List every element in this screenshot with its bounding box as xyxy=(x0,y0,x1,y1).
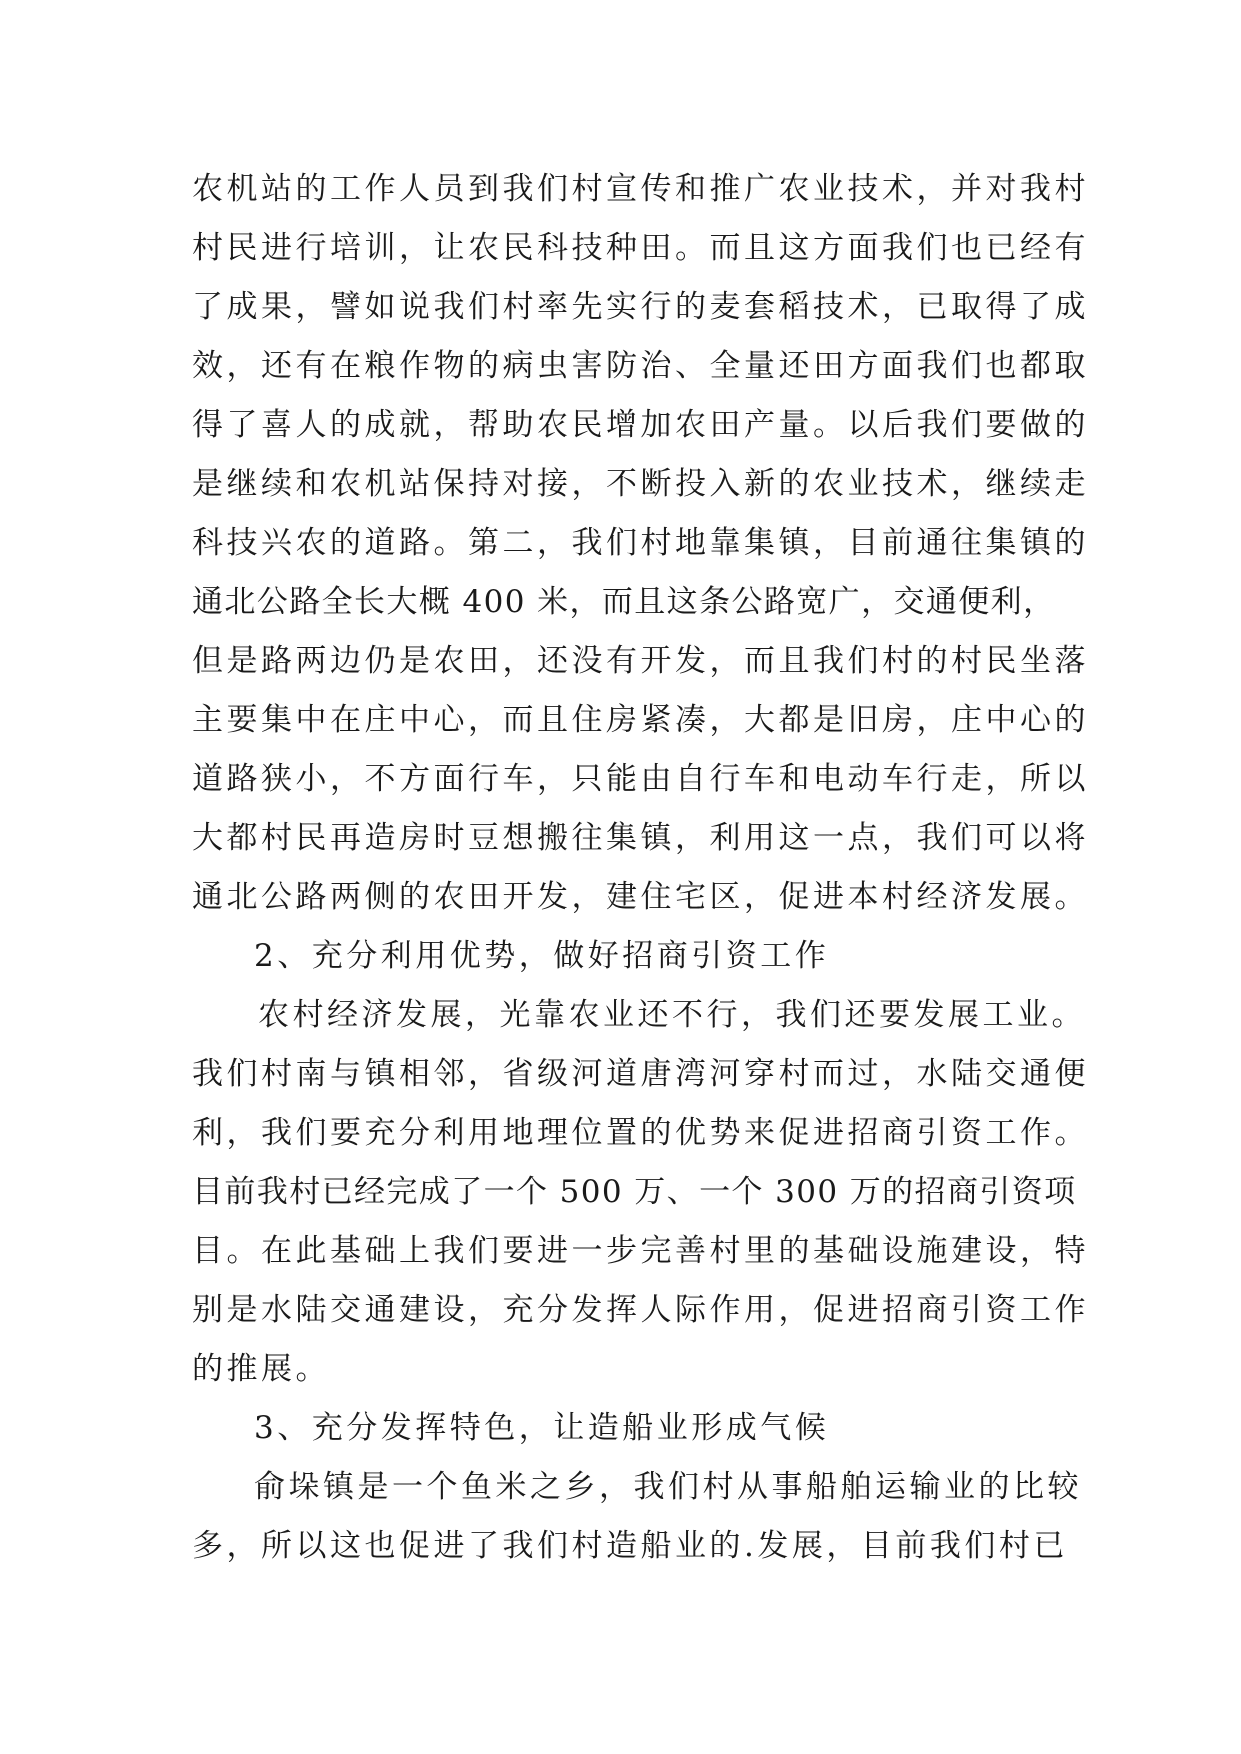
text-line: 是继续和农机站保持对接，不断投入新的农业技术，继续走 xyxy=(192,466,1089,502)
text-line: 效，还有在粮作物的病虫害防治、全量还田方面我们也都取 xyxy=(192,348,1089,384)
text-line: 得了喜人的成就，帮助农民增加农田产量。以后我们要做的 xyxy=(192,407,1089,443)
text-line: 但是路两边仍是农田，还没有开发，而且我们村的村民坐落 xyxy=(192,643,1089,679)
text-line: 主要集中在庄中心，而且住房紧凑，大都是旧房，庄中心的 xyxy=(192,702,1089,738)
section-heading: 2、充分利用优势，做好招商引资工作 xyxy=(254,938,830,974)
paragraph-start: 俞垛镇是一个鱼米之乡，我们村从事船舶运输业的比较 xyxy=(254,1469,1082,1505)
text-line: 农机站的工作人员到我们村宣传和推广农业技术，并对我村 xyxy=(192,171,1089,207)
body-text xyxy=(192,160,1089,1576)
section-heading: 3、充分发挥特色，让造船业形成气候 xyxy=(254,1410,830,1446)
text-line: 大都村民再造房时豆想搬往集镇，利用这一点，我们可以将 xyxy=(192,820,1089,856)
text-line: 通北公路两侧的农田开发，建住宅区，促进本村经济发展。 xyxy=(192,879,1089,915)
text-line: 我们村南与镇相邻，省级河道唐湾河穿村而过，水陆交通便 xyxy=(192,1056,1089,1092)
text-line: 利，我们要充分利用地理位置的优势来促进招商引资工作。 xyxy=(192,1115,1089,1151)
text-line: 的推展。 xyxy=(192,1351,330,1387)
text-line: 目前我村已经完成了一个 500 万、一个 300 万的招商引资项 xyxy=(192,1174,1077,1210)
text-line: 通北公路全长大概 400 米，而且这条公路宽广，交通便利， xyxy=(192,584,1056,620)
text-line: 了成果，譬如说我们村率先实行的麦套稻技术，已取得了成 xyxy=(192,289,1089,325)
text-line: 科技兴农的道路。第二，我们村地靠集镇，目前通往集镇的 xyxy=(192,525,1089,561)
text-line: 目。在此基础上我们要进一步完善村里的基础设施建设，特 xyxy=(192,1233,1089,1269)
text-line: 多，所以这也促进了我们村造船业的.发展，目前我们村已 xyxy=(192,1528,1068,1564)
text-line: 道路狭小，不方面行车，只能由自行车和电动车行走，所以 xyxy=(192,761,1089,797)
text-line: 别是水陆交通建设，充分发挥人际作用，促进招商引资工作 xyxy=(192,1292,1089,1328)
paragraph-start: 农村经济发展，光靠农业还不行，我们还要发展工业。 xyxy=(258,997,1086,1033)
text-line: 村民进行培训，让农民科技种田。而且这方面我们也已经有 xyxy=(192,230,1089,266)
